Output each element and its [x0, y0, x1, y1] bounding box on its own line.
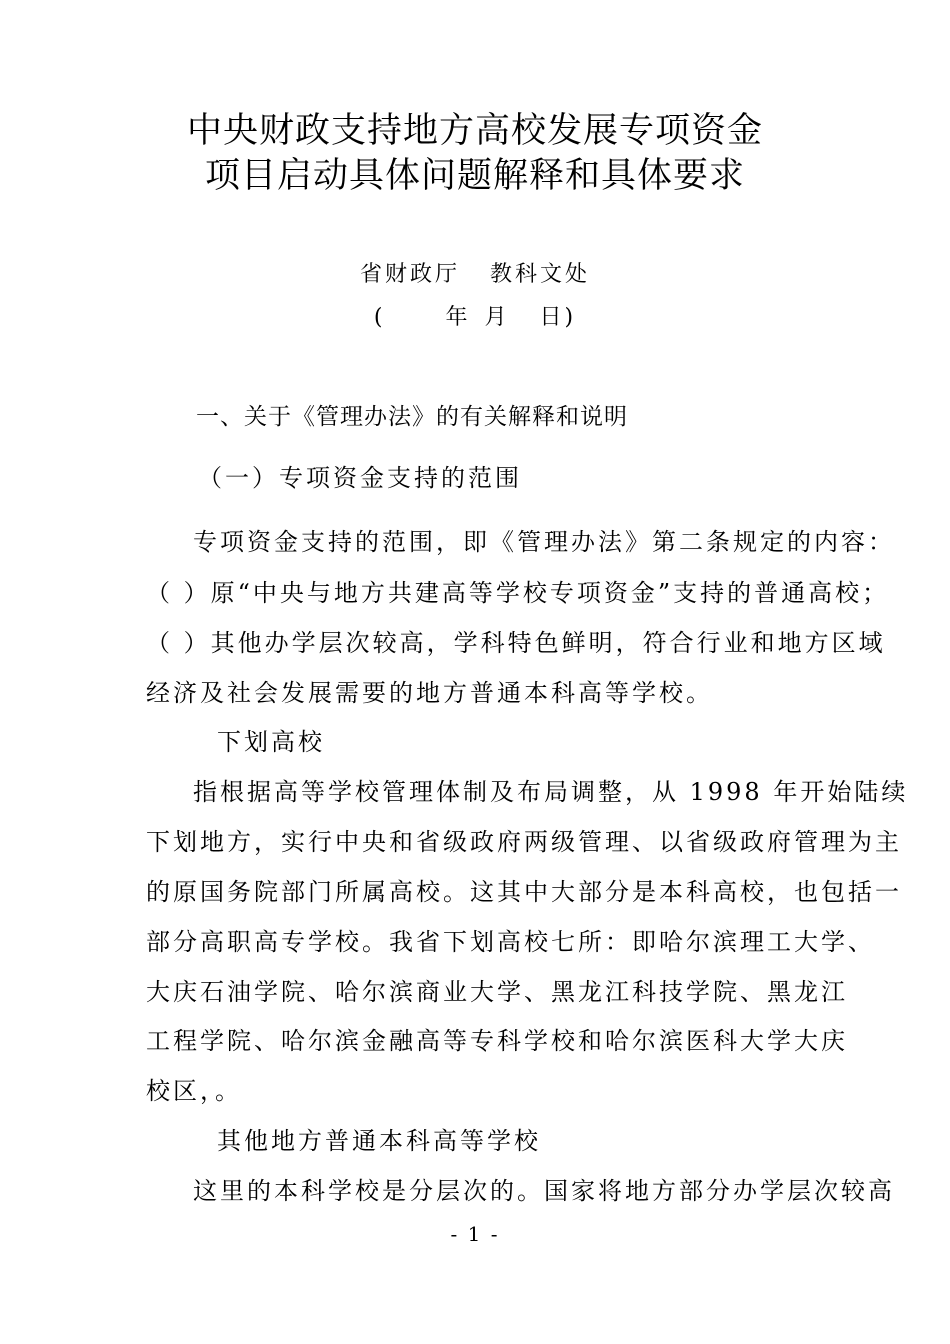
paragraph-2-line-1: 指根据高等学校管理体制及布局调整，从 1998 年开始陆续	[193, 778, 909, 806]
paragraph-1-line-3: （ ）其他办学层次较高，学科特色鲜明，符合行业和地方区域	[146, 629, 886, 657]
subsection-heading: （一）专项资金支持的范围	[198, 464, 522, 492]
document-title-line-1: 中央财政支持地方高校发展专项资金	[186, 111, 763, 151]
paragraph-1-line-4: 经济及社会发展需要的地方普通本科高等学校。	[146, 679, 713, 707]
paragraph-2-line-4: 部分高职高专学校。我省下划高校七所：即哈尔滨理工大学、	[146, 928, 875, 956]
paragraph-2-line-5: 大庆石油学院、哈尔滨商业大学、黑龙江科技学院、黑龙江	[146, 978, 848, 1006]
author-department-1: 省财政厅	[359, 262, 460, 287]
date-month: 月	[484, 305, 510, 330]
author-department-2: 教科文处	[490, 262, 591, 287]
paragraph-1-line-1: 专项资金支持的范围，即《管理办法》第二条规定的内容：	[193, 528, 895, 556]
paragraph-3-line-1: 这里的本科学校是分层次的。国家将地方部分办学层次较高	[193, 1177, 895, 1205]
paragraph-2-line-7: 校区，。	[146, 1077, 242, 1105]
date-open-paren: (	[373, 305, 386, 330]
item-title-other-universities: 其他地方普通本科高等学校	[217, 1127, 541, 1155]
date-year: 年	[445, 305, 471, 330]
paragraph-2-line-3: 的原国务院部门所属高校。这其中大部分是本科高校，也包括一	[146, 878, 902, 906]
page-number: - 1 -	[450, 1222, 500, 1246]
date-line	[0, 300, 950, 331]
paragraph-2-line-2: 下划地方，实行中央和省级政府两级管理、以省级政府管理为主	[146, 828, 902, 856]
date-day: 日)	[539, 305, 577, 330]
paragraph-1-line-2: （ ）原“中央与地方共建高等学校专项资金”支持的普通高校；	[146, 579, 890, 607]
item-title-xiahua-gaoxiao: 下划高校	[217, 728, 325, 756]
section-heading: 一、关于《管理办法》的有关解释和说明	[196, 404, 628, 430]
author-line	[0, 257, 950, 288]
paragraph-2-line-6: 工程学院、哈尔滨金融高等专科学校和哈尔滨医科大学大庆	[146, 1027, 848, 1055]
document-title-line-2: 项目启动具体问题解释和具体要求	[204, 156, 745, 196]
